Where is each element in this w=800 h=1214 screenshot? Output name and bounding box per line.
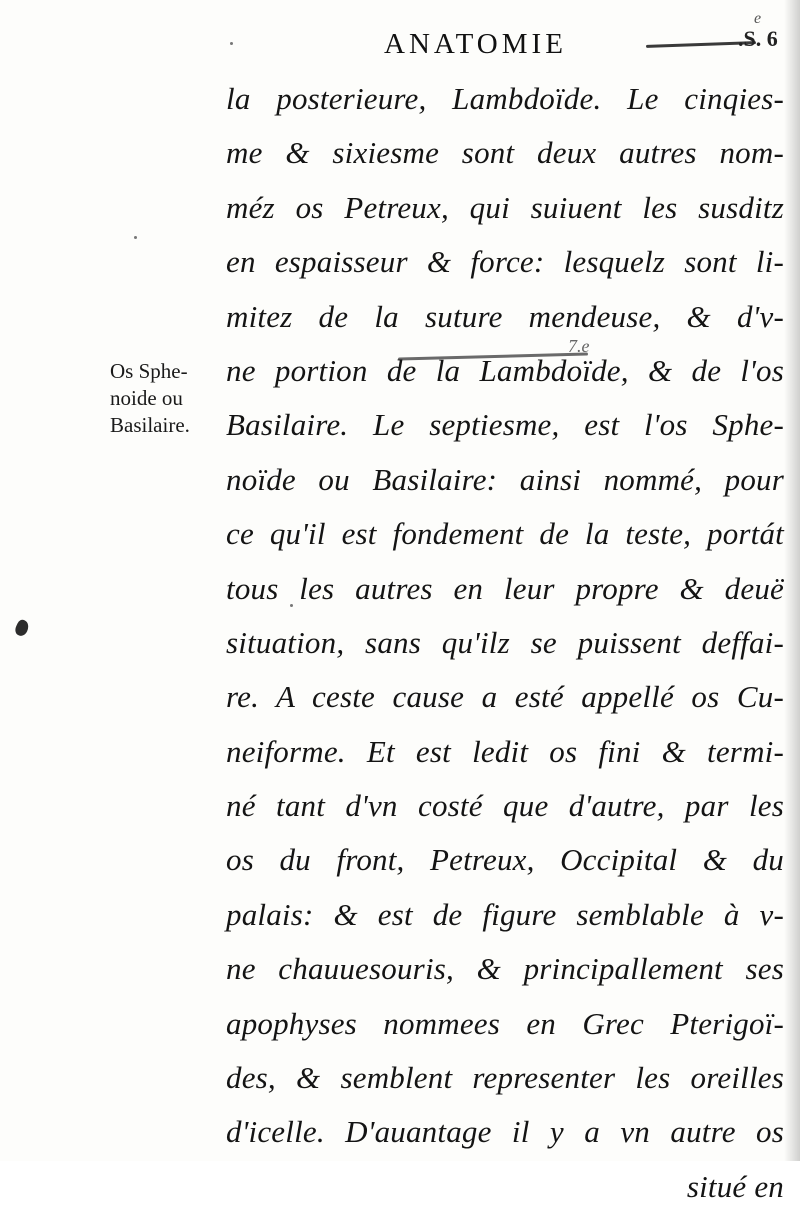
text-line: palais: & est de figure semblable à v- xyxy=(226,896,784,932)
text-line: en espaisseur & force: lesquelz sont li- xyxy=(226,244,784,280)
text-line: apophyses nommees en Grec Pterigoï- xyxy=(226,1005,784,1041)
running-title: ANATOMIE xyxy=(384,28,567,60)
text-line: d'icelle. D'auantage il y a vn autre os xyxy=(226,1114,784,1150)
margin-note-line: noide ou xyxy=(110,386,183,410)
body-text xyxy=(226,72,784,1214)
text-line: me & sixiesme sont deux autres nom- xyxy=(226,135,784,171)
text-line: ne portion de la Lambdoïde, & de l'os xyxy=(226,352,784,388)
margin-note-line: Os Sphe- xyxy=(110,359,188,383)
pencil-note: 7.e xyxy=(568,336,590,356)
text-line: ne chauuesouris, & principallement ses xyxy=(226,951,784,987)
text-line: re. A ceste cause a esté appellé os Cu- xyxy=(226,679,784,715)
page-edge-shadow xyxy=(784,0,800,1161)
catchword-line: situé en xyxy=(686,1168,784,1204)
text-line: situation, sans qu'ilz se puissent deffai- xyxy=(226,624,784,660)
text-line: mitez de la suture mendeuse, & d'v- xyxy=(226,298,784,334)
text-line: neiforme. Et est ledit os fini & termi- xyxy=(226,733,784,769)
ink-blot xyxy=(13,618,31,638)
text-line: noïde ou Basilaire: ainsi nommé, pour xyxy=(226,461,784,497)
margin-note xyxy=(110,358,230,439)
text-line: ce qu'il est fondement de la teste, portát xyxy=(226,516,784,552)
text-line: la posterieure, Lambdoïde. Le cinqies- xyxy=(226,81,784,116)
text-line: né tant d'vn costé que d'autre, par les xyxy=(226,788,784,824)
text-line: tous les autres en leur propre & deuë xyxy=(226,570,784,606)
margin-note-line: Basilaire. xyxy=(110,413,190,437)
paper-speck xyxy=(134,236,137,239)
text-line: Basilaire. Le septiesme, est l'os Sphe- xyxy=(226,407,784,443)
paper-speck xyxy=(230,42,233,45)
text-line: os du front, Petreux, Occipital & du xyxy=(226,842,784,878)
folio-handwritten-note: e xyxy=(754,10,762,27)
text-line: des, & semblent representer les oreilles xyxy=(226,1060,784,1096)
text-line: méz os Petreux, qui suiuent les susditz xyxy=(226,189,784,225)
folio-number: .S. 6 xyxy=(738,26,778,51)
